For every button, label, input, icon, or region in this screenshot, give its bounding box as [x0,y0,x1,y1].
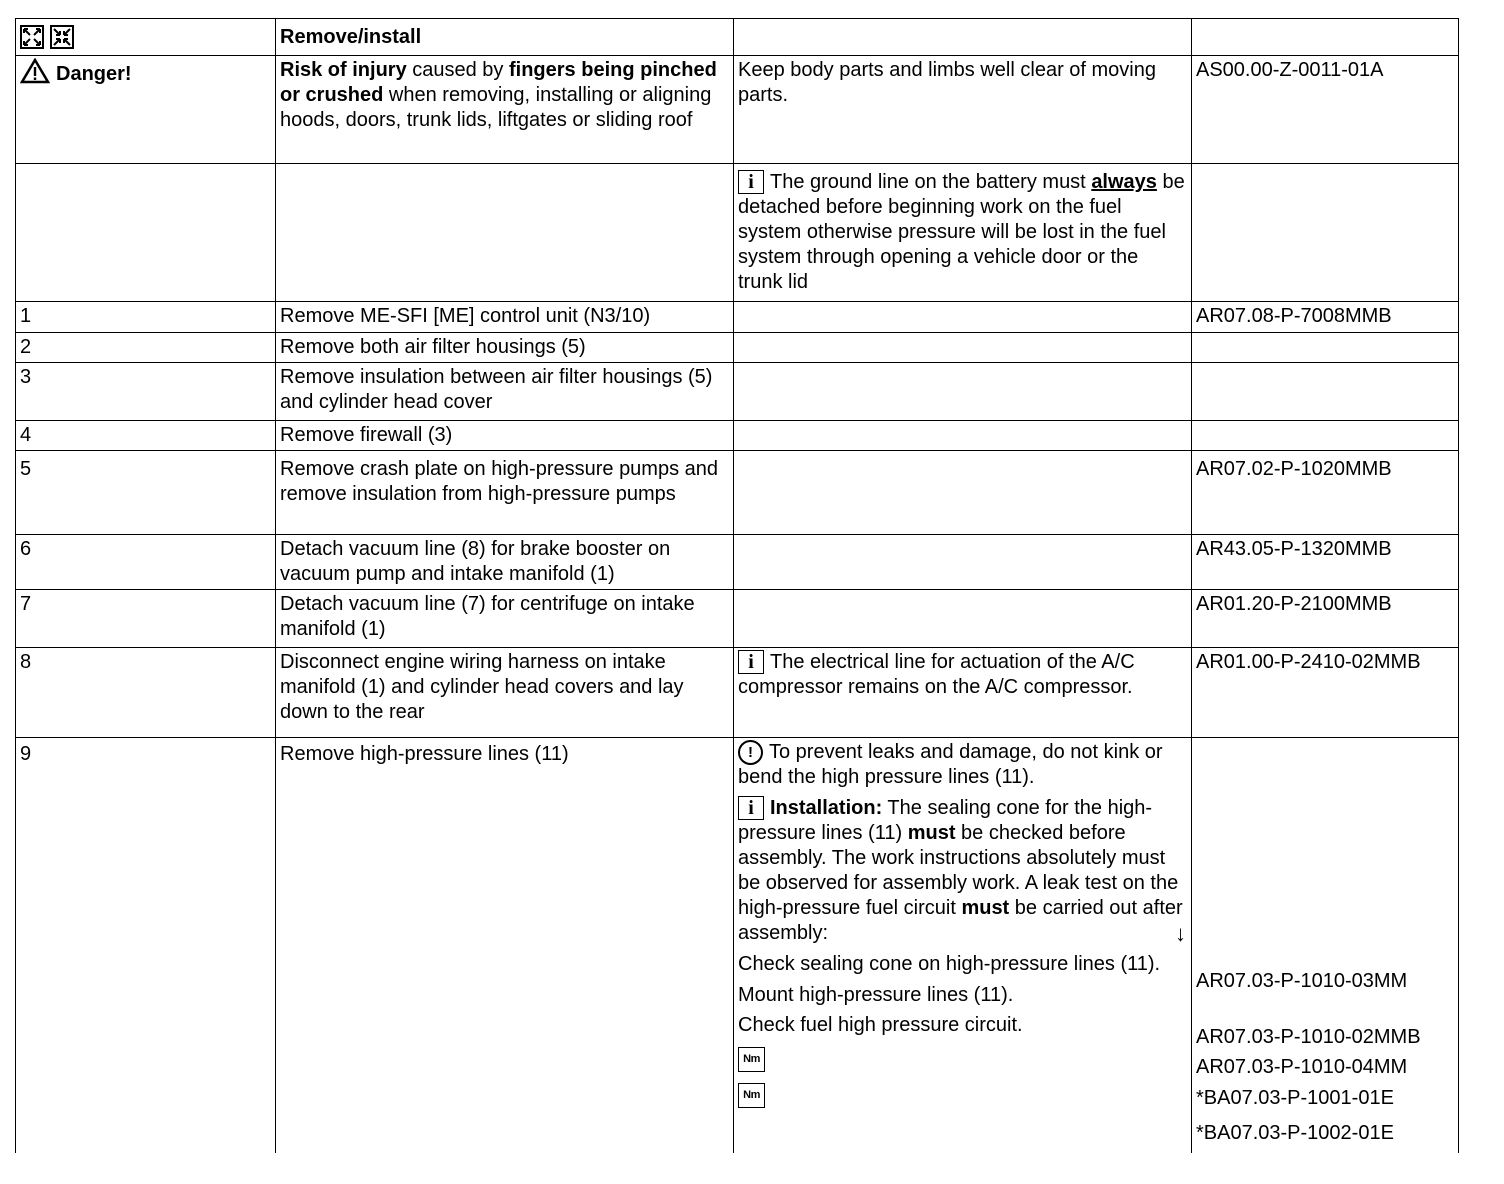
step-note [734,590,1192,648]
battery-note-cell [734,164,1192,302]
step-text: Disconnect engine wiring harness on intake manifold (1) and cylinder head covers and lay down to the rear [276,648,734,738]
note-text: The ground line on the battery must [770,171,1092,193]
table-row [16,648,1459,738]
info-icon: i [738,796,764,820]
danger-ref-link[interactable]: AS00.00-Z-0011-01A [1192,56,1459,164]
step-number: 7 [16,590,276,648]
danger-row [16,56,1459,164]
step-number: 3 [16,363,276,421]
danger-label-cell [16,56,276,164]
risk-text: caused by [406,59,509,81]
empty-cell [276,164,734,302]
table-row [16,333,1459,363]
sub-step: Mount high-pressure lines (11). [738,984,1014,1006]
torque-ref-link[interactable]: *BA07.03-P-1002-01E [1196,1122,1394,1144]
collapse-icon[interactable] [50,25,74,49]
note-emphasis: always [1091,171,1157,193]
risk-bold-text: Risk of injury [280,59,407,81]
info-icon: i [738,650,764,674]
step-ref-link[interactable]: AR07.02-P-1020MMB [1192,451,1459,535]
must-emphasis: must [907,822,956,844]
caution-icon: ! [738,740,763,765]
note-text: be detached before beginning work on the fuel system otherwise pressure will be lost in the fuel system through opening a vehicle door or the trunk lid [738,171,1185,293]
info-icon: i [738,170,764,194]
step-text: Detach vacuum line (8) for brake booster on vacuum pump and intake manifold (1) [276,535,734,590]
ref-spacer [1196,740,1453,969]
step-ref-link[interactable]: AR07.03-P-1010-02MMB [1196,1026,1421,1048]
step-note [734,535,1192,590]
torque-icon[interactable]: Nm [738,1047,765,1072]
installation-text: The sealing cone for the high-pressure lines (11) [738,797,1153,844]
danger-risk-cell [276,56,734,164]
step-ref-link[interactable]: AR07.03-P-1010-03MM [1196,970,1408,992]
table-row [16,738,1459,1153]
empty-cell [1192,164,1459,302]
note-text: The electrical line for actuation of the A/C compressor remains on the A/C compressor. [738,651,1135,698]
step-note [734,451,1192,535]
step-text: Remove both air filter housings (5) [276,333,734,363]
step-number: 1 [16,302,276,333]
step-ref-link [1192,363,1459,421]
installation-text: be carried out after assembly: [738,897,1183,944]
header-empty-cell [1192,19,1459,56]
installation-text: be checked before assembly. The work instructions absolutely must be observed for assembly work. A leak test on the high-pressure fuel circuit [738,822,1179,919]
step-number: 4 [16,421,276,451]
step-ref-link[interactable]: AR07.08-P-7008MMB [1192,302,1459,333]
step-text: Remove high-pressure lines (11) [276,738,734,1153]
table-row [16,590,1459,648]
danger-label: Danger! [56,63,132,85]
table-row [16,451,1459,535]
torque-row [738,1044,1186,1072]
step-ref-link[interactable]: AR01.00-P-2410-02MMB [1192,648,1459,738]
step9-notes-cell [734,738,1192,1153]
step-text: Detach vacuum line (7) for centrifuge on intake manifold (1) [276,590,734,648]
step-note [734,302,1192,333]
empty-cell [16,164,276,302]
torque-icon[interactable]: Nm [738,1083,765,1108]
header-empty-cell [734,19,1192,56]
caution-note [738,740,1186,790]
installation-note [738,796,1186,946]
battery-note-row [16,164,1459,302]
step-number: 8 [16,648,276,738]
danger-measure-cell: Keep body parts and limbs well clear of moving parts. [734,56,1192,164]
warning-triangle-icon [20,58,50,91]
step-number: 6 [16,535,276,590]
torque-ref-link[interactable]: *BA07.03-P-1001-01E [1196,1087,1394,1109]
step-text: Remove crash plate on high-pressure pumps and remove insulation from high-pressure pumps [276,451,734,535]
page-title: Remove/install [276,19,734,56]
sub-step: Check sealing cone on high-pressure lines (11). [738,953,1161,975]
must-emphasis: must [961,897,1010,919]
step-ref-link[interactable]: AR43.05-P-1320MMB [1192,535,1459,590]
step-note [734,648,1192,738]
step-ref-link[interactable]: AR07.03-P-1010-04MM [1196,1056,1408,1078]
step-ref-link [1192,421,1459,451]
down-arrow-icon: ↓ [1175,921,1186,946]
step-text: Remove ME-SFI [ME] control unit (N3/10) [276,302,734,333]
step-text: Remove insulation between air filter housings (5) and cylinder head cover [276,363,734,421]
step-note [734,333,1192,363]
table-row [16,421,1459,451]
installation-label: Installation: [770,797,883,819]
caution-text: To prevent leaks and damage, do not kink or bend the high pressure lines (11). [738,741,1163,788]
step-number: 5 [16,451,276,535]
step-number: 2 [16,333,276,363]
header-icons-cell [16,19,276,56]
step-ref-link[interactable]: AR01.20-P-2100MMB [1192,590,1459,648]
risk-bold-text: fingers being pinched or crushed [280,59,717,106]
step-note [734,421,1192,451]
step-ref-link [1192,333,1459,363]
step9-refs-cell [1192,738,1459,1153]
risk-text: when removing, installing or aligning hoods, doors, trunk lids, liftgates or sliding roof [280,84,712,131]
table-row [16,535,1459,590]
torque-row [738,1080,1186,1108]
sub-step: Check fuel high pressure circuit. [738,1014,1023,1036]
procedure-table [15,18,1459,1153]
step-number: 9 [16,738,276,1153]
header-row [16,19,1459,56]
step-note [734,363,1192,421]
table-row [16,302,1459,333]
step-text: Remove firewall (3) [276,421,734,451]
expand-icon[interactable] [20,25,44,49]
table-row [16,363,1459,421]
